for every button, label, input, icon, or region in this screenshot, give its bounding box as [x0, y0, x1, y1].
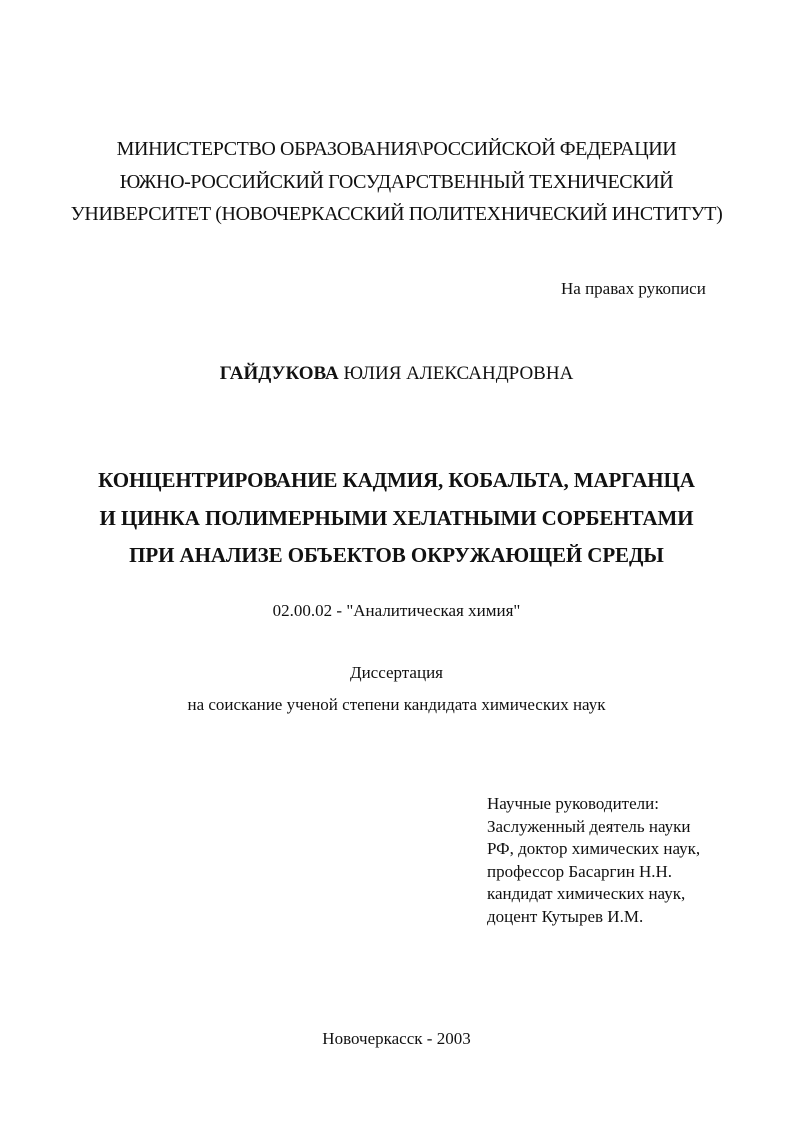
- specialty: 02.00.02 - "Аналитическая химия": [272, 601, 521, 620]
- city-year: Новочеркасск - 2003: [322, 1029, 471, 1048]
- ministry-line-2: ЮЖНО-РОССИЙСКИЙ ГОСУДАРСТВЕННЫЙ ТЕХНИЧЕСКИЙ: [119, 171, 674, 193]
- supervisor-line: профессор Басаргин Н.Н.: [487, 861, 672, 881]
- supervisor-line: кандидат химических наук,: [487, 884, 686, 903]
- work-type: Диссертация: [349, 663, 443, 682]
- supervisor-line: доцент Кутырев И.М.: [487, 906, 644, 926]
- supervisors-heading: Научные руководители:: [487, 794, 659, 813]
- author-surname: ГАЙДУКОВА: [219, 363, 339, 384]
- dissertation-title-line-3: ПРИ АНАЛИЗЕ ОБЪЕКТОВ ОКРУЖАЮЩЕЙ СРЕДЫ: [129, 543, 664, 567]
- author-name: [0, 364, 793, 383]
- supervisor-line: Заслуженный деятель науки: [487, 816, 691, 836]
- author-given-names: ЮЛИЯ АЛЕКСАНДРОВНА: [343, 363, 574, 384]
- dissertation-title-line-2: И ЦИНКА ПОЛИМЕРНЫМИ ХЕЛАТНЫМИ СОРБЕНТАМИ: [99, 506, 694, 530]
- dissertation-title-line-1: КОНЦЕНТРИРОВАНИЕ КАДМИЯ, КОБАЛЬТА, МАРГАНЦА: [98, 468, 695, 492]
- supervisor-line: РФ, доктор химических наук,: [487, 839, 701, 858]
- degree-statement: на соискание ученой степени кандидата химических наук: [187, 695, 606, 714]
- supervisors-block: [487, 793, 700, 928]
- ministry-line-1: МИНИСТЕРСТВО ОБРАЗОВАНИЯ\РОССИЙСКОЙ ФЕДЕРАЦИИ: [116, 138, 677, 160]
- ministry-line-3: УНИВЕРСИТЕТ (НОВОЧЕРКАССКИЙ ПОЛИТЕХНИЧЕСКИЙ ИНСТИТУТ): [70, 203, 723, 225]
- manuscript-note: На правах рукописи: [561, 279, 706, 298]
